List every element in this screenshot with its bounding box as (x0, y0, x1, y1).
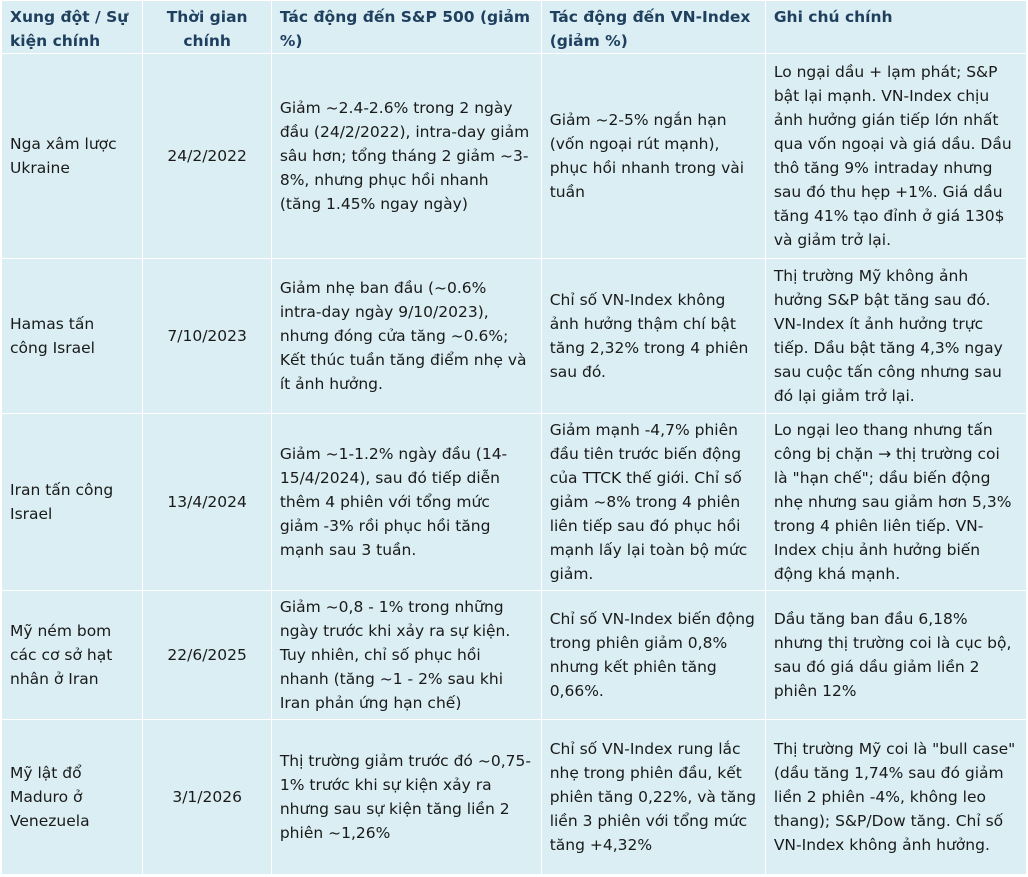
sp500-cell: Giảm ~0,8 - 1% trong những ngày trước khi xảy ra sự kiện. Tuy nhiên, chỉ số phục hồi nhanh (tăng ~1 - 2% sau khi Iran phản ứng hạn chế) (271, 591, 541, 720)
event-cell: Nga xâm lược Ukraine (2, 54, 143, 259)
header-row (2, 1, 1027, 54)
note-cell: Dầu tăng ban đầu 6,18% nhưng thị trường coi là cục bộ, sau đó giá dầu giảm liền 2 phiên 12% (765, 591, 1026, 720)
table-row (2, 720, 1027, 875)
date-cell: 24/2/2022 (143, 54, 271, 259)
date-cell: 7/10/2023 (143, 259, 271, 414)
header-note: Ghi chú chính (765, 1, 1026, 54)
vnindex-cell: Chỉ số VN-Index rung lắc nhẹ trong phiên đầu, kết phiên tăng 0,22%, và tăng liền 3 phiên với tổng mức tăng +4,32% (541, 720, 765, 875)
header-event: Xung đột / Sự kiện chính (2, 1, 143, 54)
event-cell: Mỹ lật đổ Maduro ở Venezuela (2, 720, 143, 875)
date-cell: 22/6/2025 (143, 591, 271, 720)
event-cell: Hamas tấn công Israel (2, 259, 143, 414)
sp500-cell: Giảm ~2.4-2.6% trong 2 ngày đầu (24/2/2022), intra-day giảm sâu hơn; tổng tháng 2 giảm ~3-8%, nhưng phục hồi nhanh (tăng 1.45% ngay ngày) (271, 54, 541, 259)
table-row (2, 591, 1027, 720)
date-cell: 13/4/2024 (143, 414, 271, 591)
header-time: Thời gian chính (143, 1, 271, 54)
sp500-cell: Thị trường giảm trước đó ~0,75-1% trước khi sự kiện xảy ra nhưng sau sự kiện tăng liền 2 phiên ~1,26% (271, 720, 541, 875)
note-cell: Thị trường Mỹ không ảnh hưởng S&P bật tăng sau đó. VN-Index ít ảnh hưởng trực tiếp. Dầu bật tăng 4,3% ngay sau cuộc tấn công nhưng sau đó lại giảm trở lại. (765, 259, 1026, 414)
table-row (2, 414, 1027, 591)
vnindex-cell: Chỉ số VN-Index không ảnh hưởng thậm chí bật tăng 2,32% trong 4 phiên sau đó. (541, 259, 765, 414)
conflict-impact-table (1, 0, 1027, 875)
sp500-cell: Giảm nhẹ ban đầu (~0.6% intra-day ngày 9/10/2023), nhưng đóng cửa tăng ~0.6%; Kết thúc tuần tăng điểm nhẹ và ít ảnh hưởng. (271, 259, 541, 414)
sp500-cell: Giảm ~1-1.2% ngày đầu (14-15/4/2024), sau đó tiếp diễn thêm 4 phiên với tổng mức giảm -3% rồi phục hồi tăng mạnh sau 3 tuần. (271, 414, 541, 591)
note-cell: Lo ngại leo thang nhưng tấn công bị chặn → thị trường coi là "hạn chế"; dầu biến động nhẹ nhưng sau giảm hơn 5,3% trong 4 phiên liên tiếp. VN-Index chịu ảnh hưởng biến động khá mạnh. (765, 414, 1026, 591)
date-cell: 3/1/2026 (143, 720, 271, 875)
vnindex-cell: Giảm ~2-5% ngắn hạn (vốn ngoại rút mạnh), phục hồi nhanh trong vài tuần (541, 54, 765, 259)
table-row (2, 259, 1027, 414)
vnindex-cell: Chỉ số VN-Index biến động trong phiên giảm 0,8% nhưng kết phiên tăng 0,66%. (541, 591, 765, 720)
header-sp500: Tác động đến S&P 500 (giảm %) (271, 1, 541, 54)
header-vnindex: Tác động đến VN-Index (giảm %) (541, 1, 765, 54)
note-cell: Lo ngại dầu + lạm phát; S&P bật lại mạnh. VN-Index chịu ảnh hưởng gián tiếp lớn nhất qua vốn ngoại và giá dầu. Dầu thô tăng 9% intraday nhưng sau đó thu hẹp +1%. Giá dầu tăng 41% tạo đỉnh ở giá 130$ và giảm trở lại. (765, 54, 1026, 259)
table-row (2, 54, 1027, 259)
event-cell: Iran tấn công Israel (2, 414, 143, 591)
note-cell: Thị trường Mỹ coi là "bull case" (dầu tăng 1,74% sau đó giảm liền 2 phiên -4%, không leo thang); S&P/Dow tăng. Chỉ số VN-Index không ảnh hưởng. (765, 720, 1026, 875)
event-cell: Mỹ ném bom các cơ sở hạt nhân ở Iran (2, 591, 143, 720)
vnindex-cell: Giảm mạnh -4,7% phiên đầu tiên trước biến động của TTCK thế giới. Chỉ số giảm ~8% trong 4 phiên liên tiếp sau đó phục hồi mạnh lấy lại toàn bộ mức giảm. (541, 414, 765, 591)
